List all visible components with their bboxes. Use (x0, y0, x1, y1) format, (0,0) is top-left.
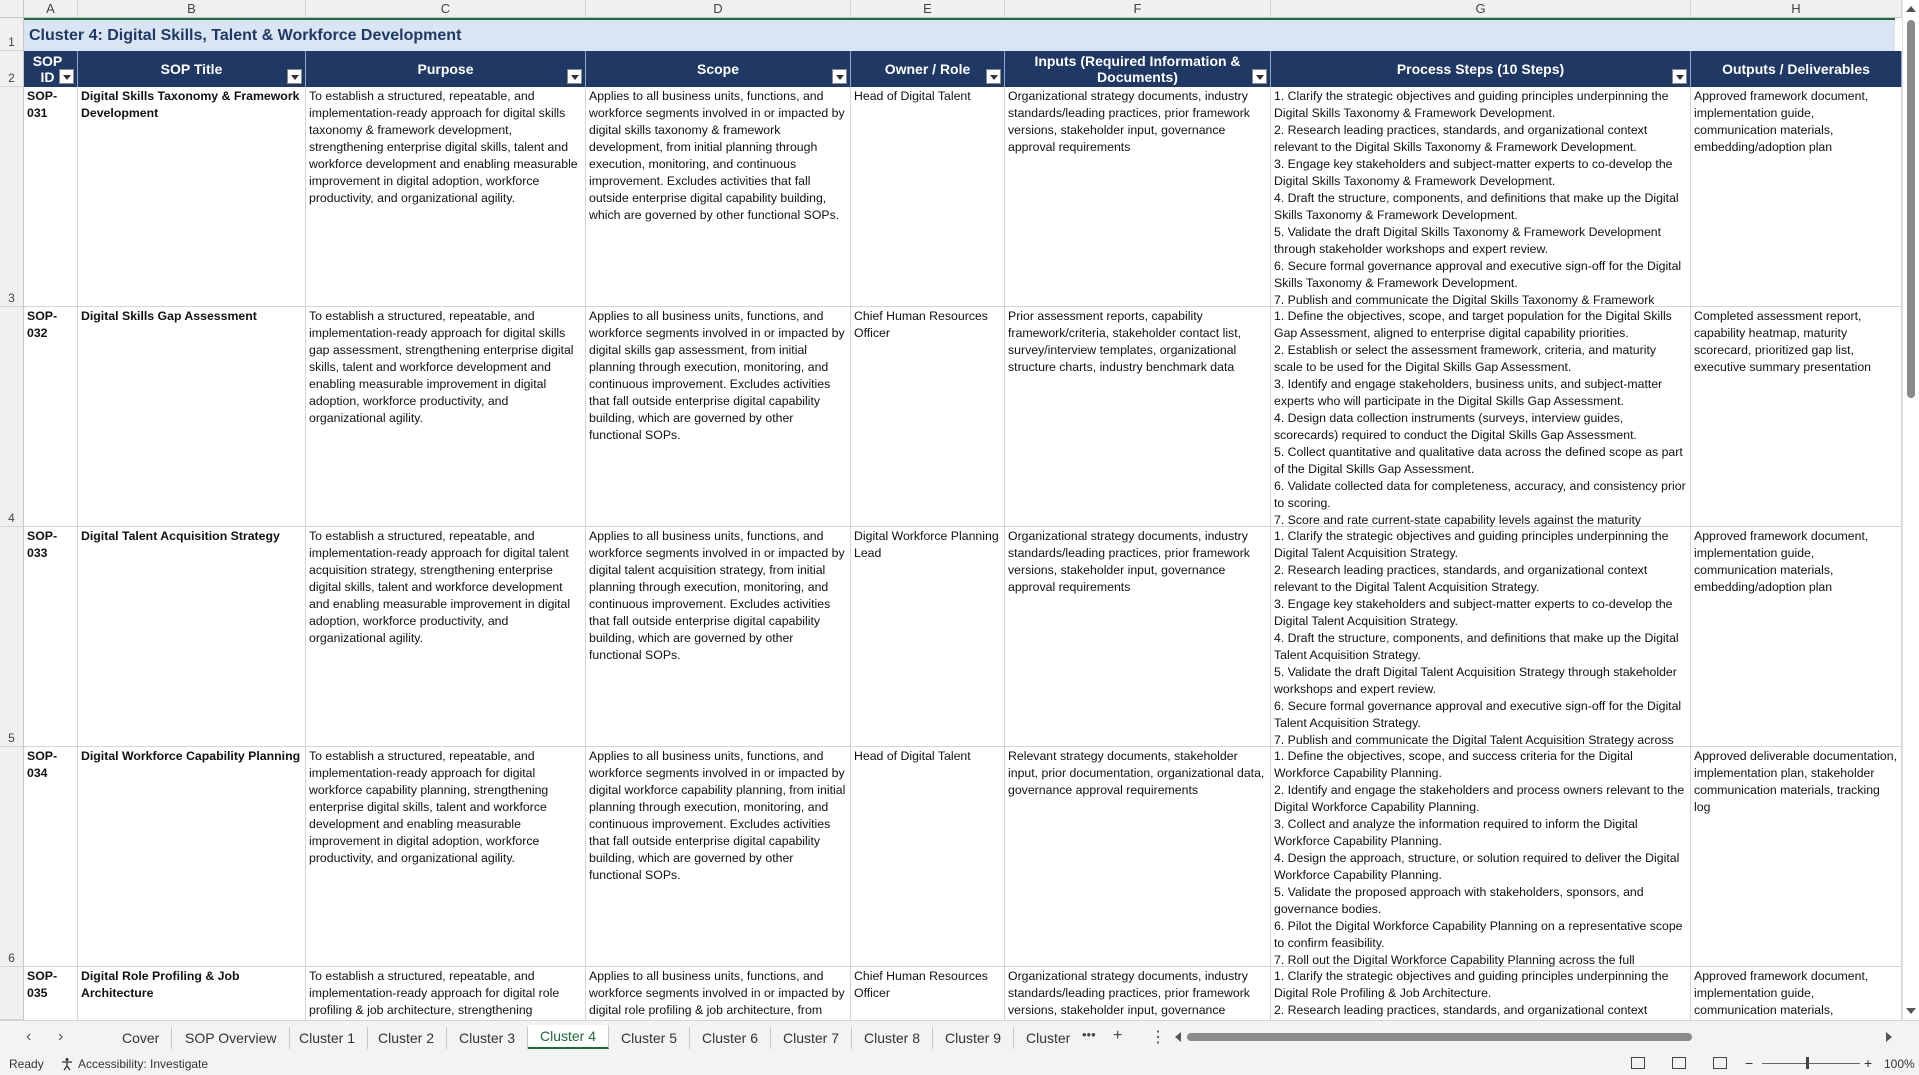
page-break-preview-icon[interactable] (1713, 1057, 1727, 1069)
cell-outputs[interactable]: Completed assessment report, capability heatmap, maturity scorecard, prioritized gap list, executive summary presentation (1691, 307, 1902, 527)
zoom-slider-handle[interactable] (1806, 1057, 1809, 1069)
cell-scope[interactable]: Applies to all business units, functions, and workforce segments involved in or impacted by digital talent acquisition strategy, from initial planning through execution, monitoring, and continuous improvement. Excludes activities that fall outside enterprise digital capability building, which are governed by other functional SOPs. (586, 527, 851, 747)
filter-dropdown-button[interactable] (1252, 69, 1267, 84)
cell-inputs[interactable]: Prior assessment reports, capability framework/criteria, stakeholder contact list, survey/interview templates, organizational structure charts, industry benchmark data (1005, 307, 1271, 527)
tab-cluster-9[interactable]: Cluster 9 (933, 1027, 1014, 1049)
tab-sop-overview[interactable]: SOP Overview (173, 1027, 290, 1049)
header-label: SOP ID (32, 53, 63, 85)
cell-inputs[interactable]: Organizational strategy documents, industry standards/leading practices, prior framework versions, stakeholder input, governance (1005, 967, 1271, 1027)
status-bar (0, 1052, 1919, 1075)
page-layout-view-icon[interactable] (1672, 1057, 1686, 1069)
horizontal-scrollbar[interactable] (1175, 1029, 1892, 1045)
normal-view-icon[interactable] (1631, 1057, 1645, 1069)
header-label: Process Steps (10 Steps) (1396, 61, 1565, 77)
filter-dropdown-button[interactable] (567, 69, 582, 84)
cell-outputs[interactable]: Approved framework document, implementation guide, communication materials, embedding/adoption plan (1691, 527, 1902, 747)
header-inputs[interactable] (1005, 51, 1271, 87)
add-sheet-icon[interactable]: + (1113, 1027, 1123, 1044)
row-header-2[interactable]: 2 (0, 51, 24, 87)
cell-sop-title[interactable]: Digital Skills Taxonomy & Framework Development (78, 87, 306, 307)
vertical-scrollbar[interactable] (1902, 0, 1919, 1020)
scroll-down-arrow-icon[interactable] (1906, 1008, 1916, 1014)
cell-sop-id[interactable]: SOP-033 (24, 527, 78, 747)
header-owner-role[interactable] (851, 51, 1005, 87)
filter-dropdown-button[interactable] (986, 69, 1001, 84)
cell-sop-title[interactable]: Digital Talent Acquisition Strategy (78, 527, 306, 747)
tab-cluster-4[interactable]: Cluster 4 (528, 1025, 609, 1049)
scroll-left-arrow-icon[interactable] (1175, 1032, 1181, 1042)
filter-dropdown-button[interactable] (287, 69, 302, 84)
filter-dropdown-button[interactable] (59, 69, 74, 84)
header-label: Outputs / Deliverables (1722, 61, 1870, 77)
tab-cluster-2[interactable]: Cluster 2 (366, 1027, 447, 1049)
cell-process-steps[interactable]: 1. Clarify the strategic objectives and guiding principles underpinning the Digital Role Profiling & Job Architecture. 2. Research leading practices, standards, and organizational context (1271, 967, 1691, 1027)
tab-cluster-7[interactable]: Cluster 7 (771, 1027, 852, 1049)
chevron-right-icon[interactable]: › (58, 1028, 64, 1045)
sheet-menu-icon[interactable]: ⋮ (1150, 1029, 1166, 1046)
cell-process-steps[interactable]: 1. Define the objectives, scope, and target population for the Digital Skills Gap Assessment, aligned to enterprise digital capability priorities. 2. Establish or select the assessment framework, criteria, and maturity scale to be used for the Digital Skills Gap Assessment. 3. Identify and engage stakeholders, business units, and subject-matter experts who will participate in the Digital Skills Gap Assessment. 4. Design data collection instruments (surveys, interview guides, scorecards) required to conduct the Digital Skills Gap Assessment. 5. Collect quantitative and qualitative data across the defined scope as part of the Digital Skills Gap Assessment. 6. Validate collected data for completeness, accuracy, and consistency prior to scoring. 7. Score and rate current-state capability levels against the maturity (1271, 307, 1691, 527)
cell-purpose[interactable]: To establish a structured, repeatable, and implementation-ready approach for digital skills gap assessment, strengthening enterprise digital skills, talent and workforce development and enabling measurable improvement in digital adoption, workforce productivity, and organizational agility. (306, 307, 586, 527)
header-label: Purpose (417, 61, 474, 77)
row-header-4[interactable]: 4 (0, 307, 24, 527)
column-header-h[interactable]: H (1691, 0, 1902, 18)
cell-inputs[interactable]: Relevant strategy documents, stakeholder input, prior documentation, organizational data, governance approval requirements (1005, 747, 1271, 967)
cell-sop-id[interactable]: SOP-034 (24, 747, 78, 967)
cell-purpose[interactable]: To establish a structured, repeatable, and implementation-ready approach for digital skills taxonomy & framework development, strengthening enterprise digital skills, talent and workforce development and enabling measurable improvement in digital adoption, workforce productivity, and organizational agility. (306, 87, 586, 307)
tab-cluster-1[interactable]: Cluster 1 (287, 1027, 368, 1049)
header-label: Scope (696, 61, 739, 77)
column-header-f[interactable]: F (1005, 0, 1271, 18)
cluster-title[interactable]: Cluster 4: Digital Skills, Talent & Workforce Development (24, 18, 1895, 51)
chevron-left-icon[interactable]: ‹ (26, 1028, 32, 1045)
cell-outputs[interactable]: Approved framework document, implementation guide, communication materials, embedding/adoption plan (1691, 87, 1902, 307)
accessibility-label: Accessibility: Investigate (78, 1057, 209, 1071)
scroll-right-arrow-icon[interactable] (1886, 1032, 1892, 1042)
zoom-level[interactable]: 100% (1884, 1057, 1915, 1071)
cell-process-steps[interactable]: 1. Define the objectives, scope, and success criteria for the Digital Workforce Capability Planning. 2. Identify and engage the stakeholders and process owners relevant to the Digital Workforce Capability Planning. 3. Collect and analyze the information required to inform the Digital Workforce Capability Planning. 4. Design the approach, structure, or solution required to deliver the Digital Workforce Capability Planning. 5. Validate the proposed approach with stakeholders, sponsors, and governance bodies. 6. Pilot the Digital Workforce Capability Planning on a representative scope to confirm feasibility. 7. Roll out the Digital Workforce Capability Planning across the full (1271, 747, 1691, 967)
header-label: Inputs (Required Information & Documents) (1034, 53, 1241, 85)
cell-outputs[interactable]: Approved framework document, implementation guide, communication materials, (1691, 967, 1902, 1027)
cell-sop-title[interactable]: Digital Skills Gap Assessment (78, 307, 306, 527)
row-header-7[interactable] (0, 967, 24, 1020)
horizontal-scroll-thumb[interactable] (1187, 1033, 1692, 1041)
cell-purpose[interactable]: To establish a structured, repeatable, and implementation-ready approach for digital workforce capability planning, strengthening enterprise digital skills, talent and workforce development and enabling measurable improvement in digital adoption, workforce productivity, and organizational agility. (306, 747, 586, 967)
more-tabs-icon[interactable]: ••• (1082, 1027, 1096, 1042)
cell-process-steps[interactable]: 1. Clarify the strategic objectives and guiding principles underpinning the Digital Talent Acquisition Strategy. 2. Research leading practices, standards, and organizational context relevant to the Digital Talent Acquisition Strategy. 3. Engage key stakeholders and subject-matter experts to co-develop the Digital Talent Acquisition Strategy. 4. Draft the structure, components, and definitions that make up the Digital Talent Acquisition Strategy. 5. Validate the draft Digital Talent Acquisition Strategy through stakeholder workshops and expert review. 6. Secure formal governance approval and executive sign-off for the Digital Talent Acquisition Strategy. 7. Publish and communicate the Digital Talent Acquisition Strategy across (1271, 527, 1691, 747)
vertical-scroll-thumb[interactable] (1907, 20, 1915, 398)
zoom-out-icon[interactable]: − (1745, 1055, 1754, 1071)
tab-cluster-5[interactable]: Cluster 5 (609, 1027, 690, 1049)
header-process-steps[interactable] (1271, 51, 1691, 87)
column-header-e[interactable]: E (851, 0, 1005, 18)
accessibility-icon (60, 1057, 74, 1071)
cell-owner[interactable]: Chief Human Resources Officer (851, 967, 1005, 1027)
header-purpose[interactable] (306, 51, 586, 87)
zoom-slider[interactable] (1762, 1063, 1860, 1064)
tab-cluster-8[interactable]: Cluster 8 (852, 1027, 933, 1049)
cell-purpose[interactable]: To establish a structured, repeatable, and implementation-ready approach for digital role profiling & job architecture, strengthening (306, 967, 586, 1027)
zoom-in-icon[interactable]: + (1864, 1055, 1873, 1071)
row-header-5[interactable]: 5 (0, 527, 24, 747)
cell-sop-id[interactable]: SOP-032 (24, 307, 78, 527)
cell-sop-id[interactable]: SOP-035 (24, 967, 78, 1027)
header-sop-id[interactable] (24, 51, 78, 87)
tab-cluster-6[interactable]: Cluster 6 (690, 1027, 771, 1049)
cell-owner[interactable]: Head of Digital Talent (851, 87, 1005, 307)
header-label: Owner / Role (884, 61, 971, 77)
cell-scope[interactable]: Applies to all business units, functions, and workforce segments involved in or impacted by digital workforce capability planning, from initial planning through execution, monitoring, and continuous improvement. Excludes activities that fall outside enterprise digital capability building, which are governed by other functional SOPs. (586, 747, 851, 967)
column-header-a[interactable]: A (24, 0, 78, 18)
cell-outputs[interactable]: Approved deliverable documentation, implementation plan, stakeholder communication materials, tracking log (1691, 747, 1902, 967)
header-label: SOP Title (160, 61, 223, 77)
tab-cluster-3[interactable]: Cluster 3 (447, 1027, 528, 1049)
cell-owner[interactable]: Chief Human Resources Officer (851, 307, 1005, 527)
cell-owner[interactable]: Head of Digital Talent (851, 747, 1005, 967)
tab-cover[interactable]: Cover (110, 1027, 172, 1049)
scroll-up-arrow-icon[interactable] (1906, 6, 1916, 12)
header-outputs[interactable] (1691, 51, 1902, 87)
cell-sop-title[interactable]: Digital Workforce Capability Planning (78, 747, 306, 967)
status-ready-text: Ready (9, 1057, 44, 1071)
column-header-d[interactable]: D (586, 0, 851, 18)
sheet-tab-bar (0, 1020, 1919, 1052)
cell-owner[interactable]: Digital Workforce Planning Lead (851, 527, 1005, 747)
cell-sop-id[interactable]: SOP-031 (24, 87, 78, 307)
cell-inputs[interactable]: Organizational strategy documents, industry standards/leading practices, prior framework versions, stakeholder input, governance approval requirements (1005, 527, 1271, 747)
header-scope[interactable] (586, 51, 851, 87)
row-header-1[interactable]: 1 (0, 18, 24, 51)
cell-scope[interactable]: Applies to all business units, functions, and workforce segments involved in or impacted by digital skills gap assessment, from initial planning through execution, monitoring, and continuous improvement. Excludes activities that fall outside enterprise digital capability building, which are governed by other functional SOPs. (586, 307, 851, 527)
row-header-6[interactable]: 6 (0, 747, 24, 967)
cell-sop-title[interactable]: Digital Role Profiling & Job Architecture (78, 967, 306, 1027)
filter-dropdown-button[interactable] (832, 69, 847, 84)
cell-scope[interactable]: Applies to all business units, functions, and workforce segments involved in or impacted by digital role profiling & job architecture, from (586, 967, 851, 1027)
header-sop-title[interactable] (78, 51, 306, 87)
column-header-b[interactable]: B (78, 0, 306, 18)
row-header-3[interactable]: 3 (0, 87, 24, 307)
cell-inputs[interactable]: Organizational strategy documents, industry standards/leading practices, prior framework versions, stakeholder input, governance approval requirements (1005, 87, 1271, 307)
cell-purpose[interactable]: To establish a structured, repeatable, and implementation-ready approach for digital talent acquisition strategy, strengthening enterprise digital skills, talent and workforce development and enabling measurable improvement in digital adoption, workforce productivity, and organizational agility. (306, 527, 586, 747)
column-header-c[interactable]: C (306, 0, 586, 18)
column-header-g[interactable]: G (1271, 0, 1691, 18)
filter-dropdown-button[interactable] (1672, 69, 1687, 84)
cell-process-steps[interactable]: 1. Clarify the strategic objectives and guiding principles underpinning the Digital Skills Taxonomy & Framework Development. 2. Research leading practices, standards, and organizational context relevant to the Digital Skills Taxonomy & Framework Development. 3. Engage key stakeholders and subject-matter experts to co-develop the Digital Skills Taxonomy & Framework Development. 4. Draft the structure, components, and definitions that make up the Digital Skills Taxonomy & Framework Development. 5. Validate the draft Digital Skills Taxonomy & Framework Development through stakeholder workshops and expert review. 6. Secure formal governance approval and executive sign-off for the Digital Skills Taxonomy & Framework Development. 7. Publish and communicate the Digital Skills Taxonomy & Framework (1271, 87, 1691, 307)
tab-cluster-truncated[interactable]: Cluster (1026, 1030, 1071, 1046)
accessibility-status[interactable] (60, 1057, 208, 1071)
select-all-corner[interactable] (0, 0, 24, 18)
cell-scope[interactable]: Applies to all business units, functions, and workforce segments involved in or impacted by digital skills taxonomy & framework development, from initial planning through execution, monitoring, and continuous improvement. Excludes activities that fall outside enterprise digital capability building, which are governed by other functional SOPs. (586, 87, 851, 307)
